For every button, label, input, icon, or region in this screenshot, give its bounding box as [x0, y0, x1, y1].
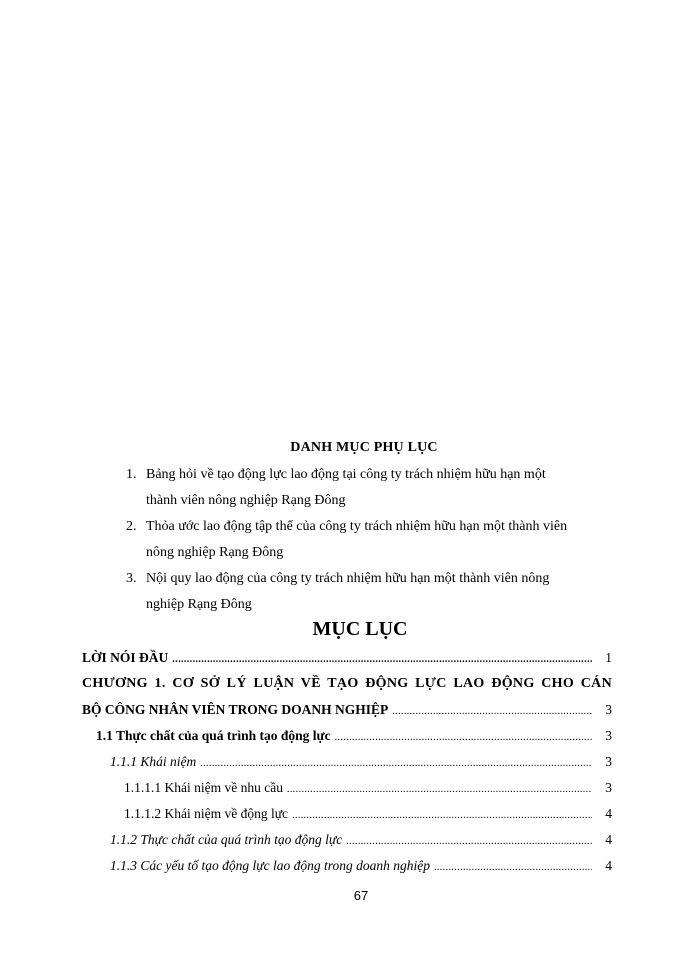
appendix-title: DANH MỤC PHỤ LỤC — [290, 440, 438, 455]
toc-entry-label: 1.1.2 Thực chất của quá trình tạo động lực — [110, 832, 343, 847]
appendix-item-number: 2. — [126, 519, 137, 534]
toc-entry-label: 1.1.1.2 Khái niệm về động lực — [124, 806, 289, 821]
toc-entry-page: 4 — [605, 858, 612, 873]
toc-entry-label: 1.1.1 Khái niệm — [110, 754, 197, 769]
toc-leader-dots — [287, 784, 592, 795]
toc-entry-chapter-line[interactable]: CHƯƠNG 1. CƠ SỞ LÝ LUẬN VỀ TẠO ĐỘNG LỰC LAO ĐỘNG CHO CÁN — [82, 676, 612, 691]
toc-entry-page: 3 — [605, 754, 612, 769]
toc-entry-page: 3 — [605, 702, 612, 717]
appendix-item-line: thành viên nông nghiệp Rạng Đông — [146, 493, 346, 508]
appendix-item-number: 1. — [126, 467, 137, 482]
toc-entry-label: 1.1.1.1 Khái niệm về nhu cầu — [124, 780, 283, 795]
toc-leader-dots — [172, 654, 592, 665]
toc-entry-page: 3 — [605, 728, 612, 743]
toc-entry-label: 1.1 Thực chất của quá trình tạo động lực — [96, 728, 331, 743]
appendix-item-line: Nội quy lao động của công ty trách nhiệm hữu hạn một thành viên nông — [146, 571, 550, 586]
toc-entry[interactable] — [110, 832, 612, 854]
appendix-item-number: 3. — [126, 571, 137, 586]
page-number: 67 — [353, 888, 369, 903]
toc-leader-dots — [200, 758, 592, 769]
toc-leader-dots — [346, 836, 592, 847]
toc-entry[interactable] — [82, 702, 612, 724]
appendix-item — [120, 514, 620, 566]
appendix-item-line: Thỏa ước lao động tập thể của công ty trách nhiệm hữu hạn một thành viên — [146, 519, 568, 534]
toc-entry[interactable] — [110, 858, 612, 880]
toc-leader-dots — [292, 810, 592, 821]
toc-entry-page: 3 — [605, 780, 612, 795]
appendix-item-line: nghiệp Rạng Đông — [146, 597, 252, 612]
toc-entry[interactable] — [96, 728, 612, 750]
toc-entry[interactable] — [82, 650, 612, 672]
toc-entry-label: BỘ CÔNG NHÂN VIÊN TRONG DOANH NGHIỆP — [82, 702, 389, 717]
toc-entry-label: LỜI NÓI ĐẦU — [82, 650, 169, 665]
toc-title: MỤC LỤC — [312, 618, 408, 640]
toc-leader-dots — [335, 732, 592, 743]
toc-entry[interactable] — [110, 754, 612, 776]
toc-entry-page: 4 — [605, 806, 612, 821]
appendix-list — [120, 462, 620, 618]
toc-entry-page: 1 — [605, 650, 612, 665]
appendix-item — [120, 462, 620, 514]
appendix-item — [120, 566, 620, 618]
appendix-item-line: nông nghiệp Rạng Đông — [146, 545, 284, 560]
toc-entry-label: 1.1.3 Các yếu tố tạo động lực lao động trong doanh nghiệp — [110, 858, 430, 873]
appendix-item-line: Bảng hỏi về tạo động lực lao động tại công ty trách nhiệm hữu hạn một — [146, 467, 546, 482]
toc-entry[interactable] — [124, 806, 612, 828]
toc-leader-dots — [392, 706, 592, 717]
toc-entry[interactable] — [124, 780, 612, 802]
toc-leader-dots — [434, 862, 592, 873]
toc-entry-page: 4 — [605, 832, 612, 847]
